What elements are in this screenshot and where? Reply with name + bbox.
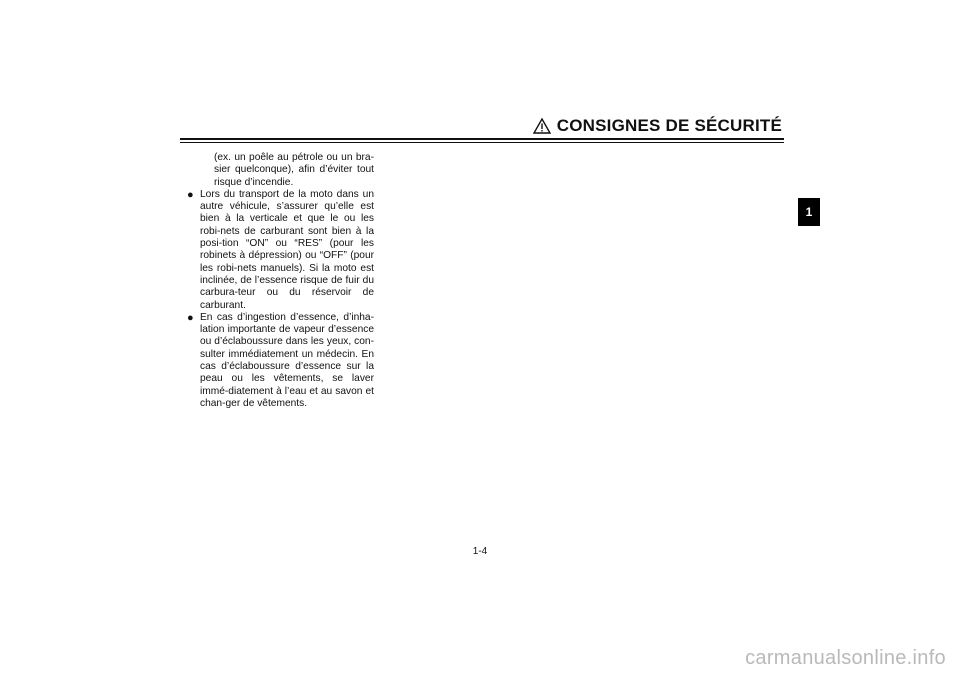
page-number: 1-4 [472,546,488,557]
header-rule-thin [180,142,784,143]
list-item [187,312,374,410]
list-item [187,189,374,312]
list-item-text: En cas d’ingestion d’essence, d’inha-lation importante de vapeur d’essence ou d’éclaboussure dans les yeux, con-sulter immédiatement un médecin. En cas d’éclaboussure d’essence sur la peau ou les vêtements, se laver immé-diatement à l’eau et au savon et chan-ger de vêtements. [200,311,374,409]
chapter-tab-label: 1 [805,205,813,219]
header-title-group [533,116,782,136]
bullet-icon: ● [187,188,194,201]
body-column [187,152,374,410]
warning-triangle-icon [533,118,551,134]
page-title: CONSIGNES DE SÉCURITÉ [556,116,782,135]
chapter-tab [798,198,820,226]
bullet-icon: ● [187,311,194,324]
header-rule-thick [180,138,784,140]
continuation-paragraph: (ex. un poêle au pétrole ou un bra-sier quelconque), afin d’éviter tout risque d’incendie. [214,152,374,188]
watermark: carmanualsonline.info [745,647,946,669]
page-header [180,116,784,144]
list-item-text: Lors du transport de la moto dans un autre véhicule, s’assurer qu’elle est bien à la verticale et que le ou les robi-nets de carburant sont bien à la posi-tion “ON” ou “RES” (pour les robinets à dépression) ou “OFF” (pour les robi-nets manuels). Si la moto est inclinée, de l’essence risque de fuir du carbura-teur ou du réservoir de carburant. [200,188,374,311]
